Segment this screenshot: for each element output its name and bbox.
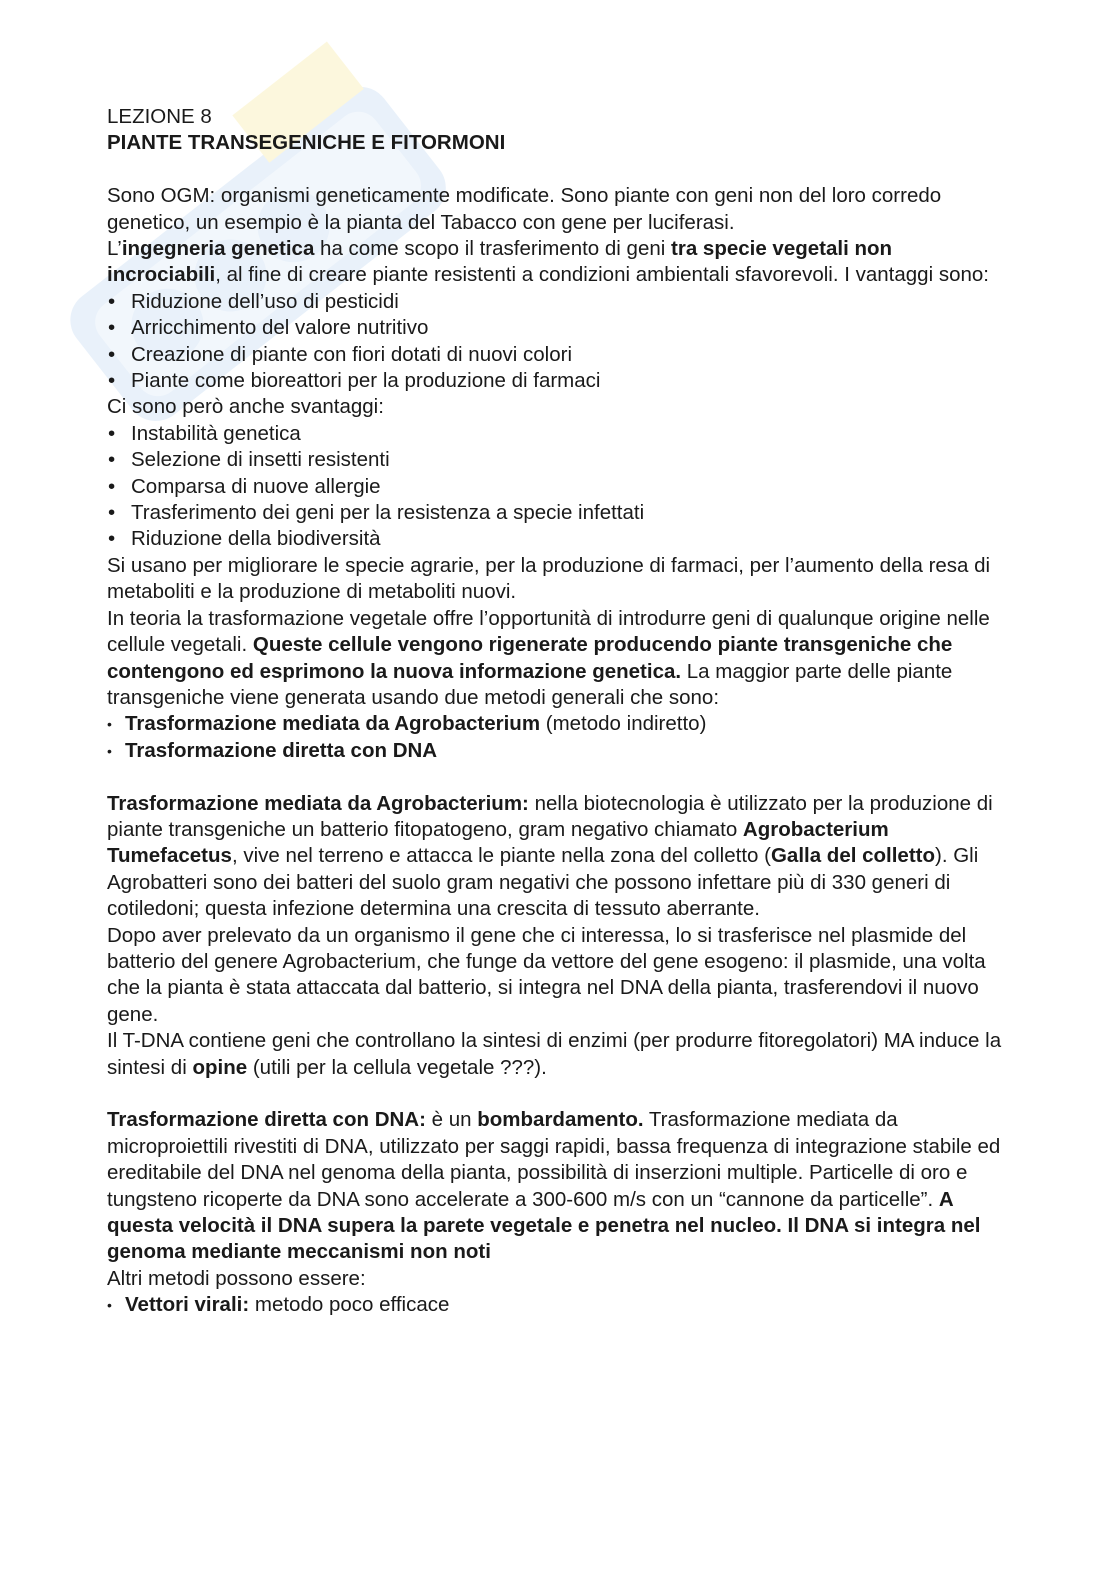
paragraph-ingegneria: L’ingegneria genetica ha come scopo il trasferimento di geni tra specie vegetali non incrociabili, al fine di creare piante resistenti a condizioni ambientali sfavorevoli. I vantaggi sono: (107, 237, 989, 287)
other-methods-list (107, 1292, 1007, 1318)
list-item: • Vettori virali: metodo poco efficace (107, 1292, 1007, 1318)
list-item: • Piante come bioreattori per la produzione di farmaci (107, 368, 1007, 394)
list-item: • Trasformazione diretta con DNA (107, 738, 1007, 764)
advantages-list (107, 289, 1007, 395)
lesson-label: LEZIONE 8 (107, 105, 212, 128)
list-item: • Instabilità genetica (107, 421, 1007, 447)
list-item: • Arricchimento del valore nutritivo (107, 315, 1007, 341)
paragraph-plasmide: Dopo aver prelevato da un organismo il gene che ci interessa, lo si trasferisce nel plasmide del batterio del genere Agrobacterium, che funge da vettore del gene esogeno: il plasmide, una volta che la pianta è stata attaccata dal batterio, si integra nel DNA della pianta, trasferendovi il nuovo gene. (107, 923, 986, 1026)
paragraph-usi: Si usano per migliorare le specie agrarie, per la produzione di farmaci, per l’aumento della resa di metaboliti e la produzione di metaboliti nuovi. (107, 553, 991, 604)
paragraph-tdna: Il T-DNA contiene geni che controllano la sintesi di enzimi (per produrre fitoregolatori) MA induce la sintesi di opine (utili per la cellula vegetale ???). (107, 1029, 1002, 1079)
paragraph-ogm: Sono OGM: organismi geneticamente modificate. Sono piante con geni non del loro corredo genetico, un esempio è la pianta del Tabacco con gene per luciferasi. (107, 184, 942, 234)
list-item: • Comparsa di nuove allergie (107, 474, 1007, 500)
list-item: • Selezione di insetti resistenti (107, 447, 1007, 473)
section-direct-dna: Trasformazione diretta con DNA: è un bombardamento. Trasformazione mediata da microproiettili rivestiti di DNA, utilizzato per saggi rapidi, bassa frequenza di integrazione stabile ed ereditabile del DNA nel genoma della pianta, possibilità di inserzioni multiple. Particelle di oro e tungsteno ricoperte da DNA sono accelerate a 300-600 m/s con un “cannone da particelle”. A questa velocità il DNA supera la parete vegetale e penetra nel nucleo. Il DNA si integra nel genoma mediante meccanismi non noti (107, 1108, 1001, 1264)
methods-list (107, 711, 1007, 764)
disadvantages-intro: Ci sono però anche svantaggi: (107, 395, 384, 419)
list-item: • Riduzione dell’uso di pesticidi (107, 289, 1007, 315)
list-item: • Creazione di piante con fiori dotati di nuovi colori (107, 342, 1007, 368)
paragraph-trasformazione: In teoria la trasformazione vegetale offre l’opportunità di introdurre geni di qualunque origine nelle cellule vegetali. Queste cellule vengono rigenerate producendo piante transgeniche che contengono ed esprimono la nuova informazione genetica. La maggior parte delle piante transgeniche viene generata usando due metodi generali che sono: (107, 606, 990, 709)
other-methods-intro: Altri metodi possono essere: (107, 1266, 366, 1290)
list-item: • Riduzione della biodiversità (107, 526, 1007, 552)
list-item: • Trasferimento dei geni per la resistenza a specie infettati (107, 500, 1007, 526)
page-title: PIANTE TRANSEGENICHE E FITORMONI (107, 131, 506, 155)
disadvantages-list (107, 421, 1007, 553)
list-item: • Trasformazione mediata da Agrobacterium (metodo indiretto) (107, 711, 1007, 737)
section-agrobacterium: Trasformazione mediata da Agrobacterium: nella biotecnologia è utilizzato per la produzione di piante transgeniche un batterio fitopatogeno, gram negativo chiamato Agrobacterium Tumefacetus, vive nel terreno e attacca le piante nella zona del colletto (Galla del colletto). Gli Agrobatteri sono dei batteri del suolo gram negativi che possono infettare più di 330 generi di cotiledoni; questa infezione determina una crescita di tessuto aberrante. (107, 791, 993, 921)
document-body (107, 104, 1007, 1319)
